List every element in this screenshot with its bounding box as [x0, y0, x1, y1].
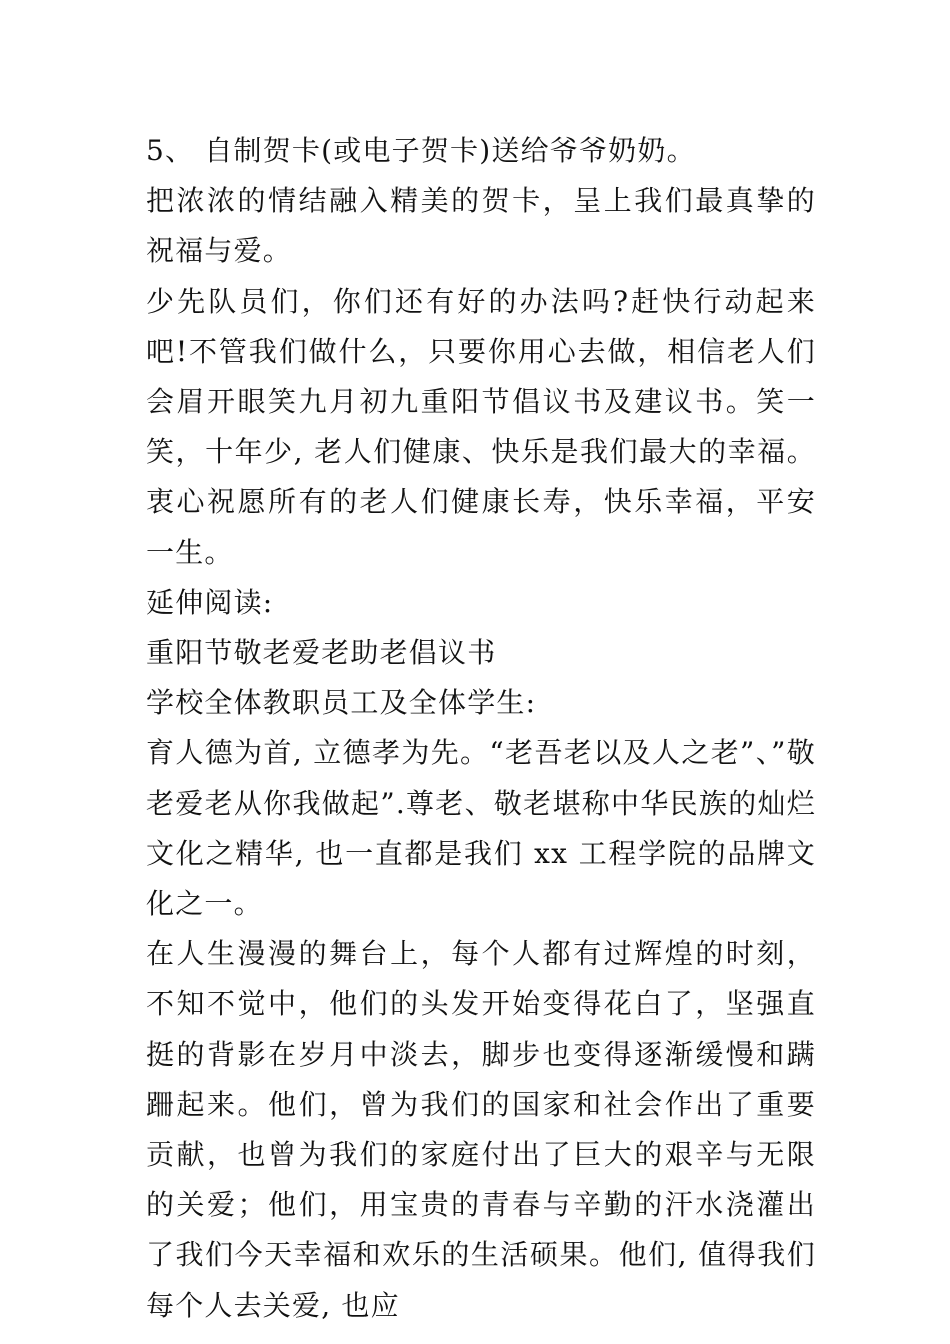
- paragraph-salutation: 学校全体教职员工及全体学生:: [146, 686, 537, 720]
- paragraph-filial-piety: 育人德为首, 立德孝为先。“老吾老以及人之老”、”敬老爱老从你我做起”.尊老、敬老堪称中华民族的灿烂文化之精华, 也一直都是我们 xx 工程学院的品牌文化之一。: [146, 736, 816, 921]
- paragraph-elderly-life: 在人生漫漫的舞台上，每个人都有过辉煌的时刻，不知不觉中，他们的头发开始变得花白了，坚强直挺的背影在岁月中淡去，脚步也变得逐渐缓慢和蹒跚起来。他们，曾为我们的国家和社会作出了重要贡献，也曾为我们的家庭付出了巨大的艰辛与无限的关爱；他们，用宝贵的青春与辛勤的汗水浇灌出了我们今天幸福和欢乐的生活硕果。他们, 值得我们每个人去关爱, 也应: [146, 937, 816, 1322]
- document-body: [146, 126, 816, 1331]
- paragraph-call-to-action: 少先队员们，你们还有好的办法吗?赶快行动起来吧!不管我们做什么，只要你用心去做，相信老人们会眉开眼笑九月初九重阳节倡议书及建议书。笑一笑，十年少, 老人们健康、快乐是我们最大的幸福。衷心祝愿所有的老人们健康长寿，快乐幸福，平安一生。: [146, 284, 816, 569]
- paragraph-card-blessing: 把浓浓的情结融入精美的贺卡，呈上我们最真挚的祝福与爱。: [146, 184, 816, 268]
- paragraph-extended-reading: 延伸阅读:: [146, 585, 274, 619]
- paragraph-greeting-card: 5、 自制贺卡(或电子贺卡)送给爷爷奶奶。: [146, 134, 696, 167]
- paragraph-proposal-title: 重阳节敬老爱老助老倡议书: [146, 636, 497, 670]
